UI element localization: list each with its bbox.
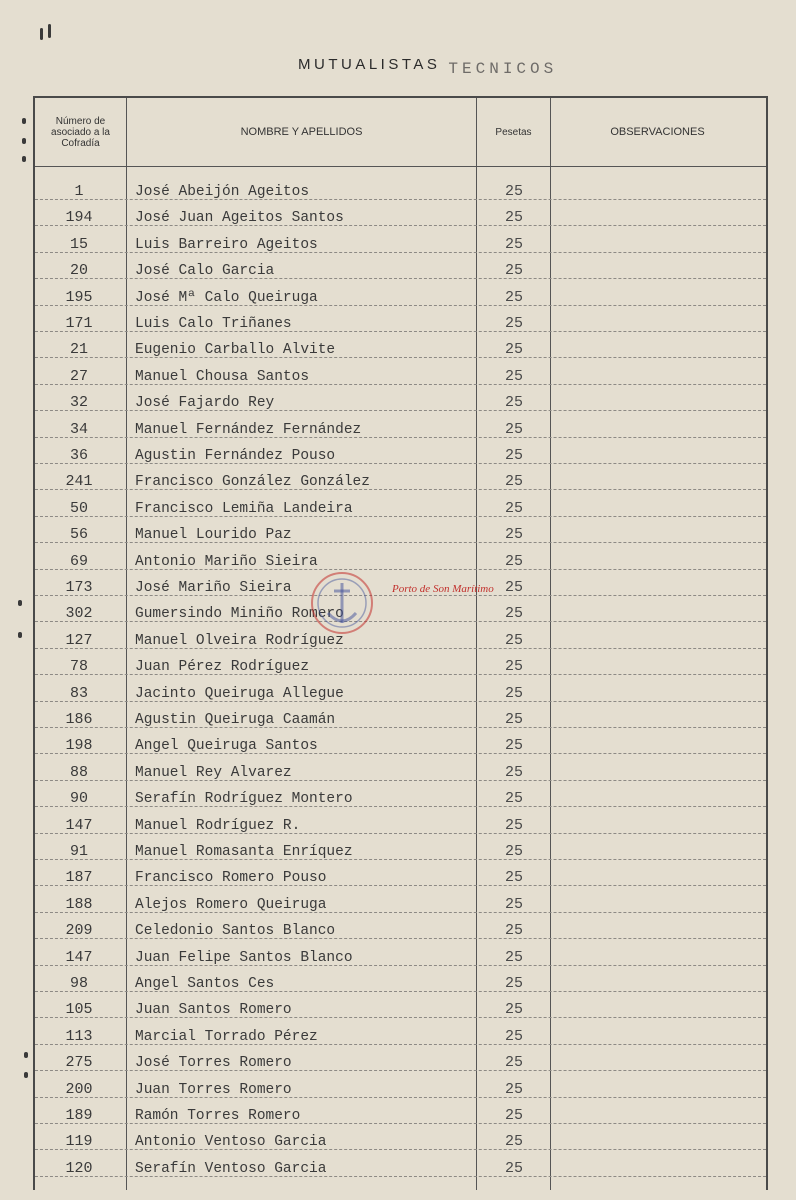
member-number: 200 xyxy=(65,1080,93,1098)
anchor-stamp-icon xyxy=(302,563,392,643)
member-name: Agustin Queiruga Caamán xyxy=(135,712,336,728)
member-name: Antonio Mariño Sieira xyxy=(135,553,318,570)
table-row xyxy=(35,785,766,811)
member-pesetas: 25 xyxy=(504,420,523,438)
member-number: 127 xyxy=(65,631,93,649)
member-number: 34 xyxy=(69,420,88,438)
table-row xyxy=(35,521,766,547)
member-pesetas: 25 xyxy=(504,1107,523,1124)
member-number: 188 xyxy=(65,895,93,913)
member-pesetas: 25 xyxy=(504,315,523,332)
member-number: 27 xyxy=(69,367,88,385)
table-row xyxy=(35,680,766,706)
member-name: Francisco Lemiña Landeira xyxy=(135,500,353,517)
member-name: Manuel Olveira Rodríguez xyxy=(135,632,344,649)
header-observations: OBSERVACIONES xyxy=(610,125,705,138)
member-number: 83 xyxy=(69,684,88,702)
table-row xyxy=(35,178,766,204)
member-name: Manuel Fernández Fernández xyxy=(135,421,362,438)
member-name: Juan Felipe Santos Blanco xyxy=(135,949,353,966)
member-pesetas: 25 xyxy=(504,183,523,200)
table-row xyxy=(35,416,766,442)
header-pesetas: Pesetas xyxy=(495,126,532,138)
member-pesetas: 25 xyxy=(504,526,523,544)
member-pesetas: 25 xyxy=(504,1159,523,1177)
table-row xyxy=(35,759,766,785)
member-name: José Calo Garcia xyxy=(135,263,275,280)
member-pesetas: 25 xyxy=(504,499,523,517)
member-number: 147 xyxy=(65,816,93,834)
member-number: 90 xyxy=(69,790,88,808)
table-row xyxy=(35,1023,766,1049)
member-name: Juan Pérez Rodríguez xyxy=(135,659,310,676)
table-row xyxy=(35,257,766,283)
member-number: 21 xyxy=(69,341,88,359)
member-name: José Mª Calo Queiruga xyxy=(135,289,318,306)
member-number: 171 xyxy=(65,315,93,332)
member-pesetas: 25 xyxy=(504,869,523,887)
table-row xyxy=(35,970,766,996)
member-pesetas: 25 xyxy=(504,816,523,834)
member-name: Gumersindo Miniño Romero xyxy=(135,606,344,623)
member-name: Juan Santos Romero xyxy=(135,1002,292,1019)
member-number: 69 xyxy=(69,552,88,570)
member-pesetas: 25 xyxy=(504,1133,523,1151)
table-row xyxy=(35,653,766,679)
member-number: 187 xyxy=(65,869,93,887)
member-pesetas: 25 xyxy=(504,367,523,385)
member-number: 98 xyxy=(69,975,88,992)
member-number: 78 xyxy=(69,658,88,676)
member-pesetas: 25 xyxy=(504,394,523,412)
table-row xyxy=(35,891,766,917)
member-pesetas: 25 xyxy=(504,948,523,966)
member-name: Marcial Torrado Pérez xyxy=(135,1028,318,1045)
table-row xyxy=(35,1076,766,1102)
member-name: Angel Queiruga Santos xyxy=(135,738,318,755)
member-pesetas: 25 xyxy=(504,684,523,702)
member-number: 189 xyxy=(65,1107,93,1124)
member-number: 147 xyxy=(65,948,93,966)
member-pesetas: 25 xyxy=(504,658,523,676)
member-name: Francisco Romero Pouso xyxy=(135,870,327,887)
member-name: Ramón Torres Romero xyxy=(135,1108,301,1124)
table-row xyxy=(35,944,766,970)
member-pesetas: 25 xyxy=(504,922,523,940)
member-name: Eugenio Carballo Alvite xyxy=(135,342,336,359)
member-name: Manuel Lourido Paz xyxy=(135,527,292,544)
table-row xyxy=(35,204,766,230)
member-number: 91 xyxy=(69,843,88,860)
subtitle-text: TECNICOS xyxy=(448,60,558,78)
member-pesetas: 25 xyxy=(504,473,523,491)
member-number: 186 xyxy=(65,711,93,728)
member-number: 56 xyxy=(69,526,88,544)
member-name: Celedonio Santos Blanco xyxy=(135,923,336,940)
member-number: 50 xyxy=(69,499,88,517)
member-pesetas: 25 xyxy=(504,843,523,860)
member-number: 36 xyxy=(69,447,88,464)
member-name: Jacinto Queiruga Allegue xyxy=(135,685,344,702)
member-number: 105 xyxy=(65,1001,93,1019)
member-pesetas: 25 xyxy=(504,763,523,781)
member-pesetas: 25 xyxy=(504,288,523,306)
member-pesetas: 25 xyxy=(504,235,523,253)
member-pesetas: 25 xyxy=(504,631,523,649)
member-pesetas: 25 xyxy=(504,711,523,728)
table-row xyxy=(35,996,766,1022)
member-name: José Juan Ageitos Santos xyxy=(135,210,344,227)
member-name: Alejos Romero Queiruga xyxy=(135,896,327,913)
member-number: 198 xyxy=(65,737,93,755)
member-pesetas: 25 xyxy=(504,605,523,623)
table-row xyxy=(35,468,766,494)
member-name: Antonio Ventoso Garcia xyxy=(135,1134,327,1151)
table-row xyxy=(35,389,766,415)
header-name: NOMBRE Y APELLIDOS xyxy=(240,125,363,138)
member-number: 194 xyxy=(65,209,93,227)
member-pesetas: 25 xyxy=(504,895,523,913)
table-row xyxy=(35,363,766,389)
member-pesetas: 25 xyxy=(504,790,523,808)
member-number: 209 xyxy=(65,922,93,940)
member-pesetas: 25 xyxy=(504,1054,523,1072)
member-number: 241 xyxy=(65,473,93,491)
table-row xyxy=(35,442,766,468)
member-pesetas: 25 xyxy=(504,209,523,227)
member-number: 275 xyxy=(65,1054,93,1072)
table-row xyxy=(35,1102,766,1128)
member-name: Serafín Ventoso Garcia xyxy=(135,1160,327,1177)
title-text: MUTUALISTAS xyxy=(298,56,441,73)
member-name: Angel Santos Ces xyxy=(135,976,275,992)
member-number: 120 xyxy=(65,1159,93,1177)
table-row xyxy=(35,706,766,732)
table-row xyxy=(35,864,766,890)
member-pesetas: 25 xyxy=(504,579,523,596)
member-name: Agustin Fernández Pouso xyxy=(135,448,336,464)
member-number: 88 xyxy=(69,763,88,781)
table-row xyxy=(35,812,766,838)
member-pesetas: 25 xyxy=(504,262,523,280)
member-number: 15 xyxy=(69,235,88,253)
table-row xyxy=(35,231,766,257)
member-name: José Torres Romero xyxy=(135,1055,292,1072)
header-divider xyxy=(35,166,766,167)
member-pesetas: 25 xyxy=(504,447,523,464)
table-row xyxy=(35,917,766,943)
member-name: Serafín Rodríguez Montero xyxy=(135,791,353,808)
table-row xyxy=(35,838,766,864)
member-number: 32 xyxy=(69,394,88,412)
stamp-text: Porto de Son Marítimo xyxy=(392,583,494,595)
table-row xyxy=(35,310,766,336)
member-number: 119 xyxy=(65,1133,93,1151)
member-number: 20 xyxy=(69,262,88,280)
member-number: 302 xyxy=(65,605,93,623)
member-name: Manuel Rodríguez R. xyxy=(135,817,301,834)
member-name: Manuel Chousa Santos xyxy=(135,368,310,385)
member-number: 195 xyxy=(65,288,93,306)
member-pesetas: 25 xyxy=(504,1080,523,1098)
header-number: Número de asociado a la Cofradía xyxy=(51,115,110,149)
member-number: 1 xyxy=(74,183,84,200)
table-row xyxy=(35,1049,766,1075)
member-name: José Mariño Sieira xyxy=(135,580,292,596)
table-row xyxy=(35,336,766,362)
member-pesetas: 25 xyxy=(504,341,523,359)
table-row xyxy=(35,284,766,310)
member-number: 173 xyxy=(65,579,93,596)
member-name: Manuel Romasanta Enríquez xyxy=(135,844,353,860)
member-name: Francisco González González xyxy=(135,474,370,491)
member-name: Luis Barreiro Ageitos xyxy=(135,236,318,253)
member-name: José Abeijón Ageitos xyxy=(135,184,310,200)
member-pesetas: 25 xyxy=(504,737,523,755)
table-row xyxy=(35,732,766,758)
table-row xyxy=(35,1155,766,1181)
member-name: Luis Calo Triñanes xyxy=(135,316,292,332)
table-row xyxy=(35,1128,766,1154)
page-title xyxy=(298,56,558,78)
member-name: José Fajardo Rey xyxy=(135,395,275,412)
member-name: Juan Torres Romero xyxy=(135,1081,292,1098)
member-pesetas: 25 xyxy=(504,1001,523,1019)
stamp xyxy=(302,563,502,643)
ledger-table xyxy=(33,96,768,1190)
member-pesetas: 25 xyxy=(504,1027,523,1045)
member-pesetas: 25 xyxy=(504,552,523,570)
member-number: 113 xyxy=(65,1027,93,1045)
member-name: Manuel Rey Alvarez xyxy=(135,764,292,781)
table-row xyxy=(35,495,766,521)
member-pesetas: 25 xyxy=(504,975,523,992)
